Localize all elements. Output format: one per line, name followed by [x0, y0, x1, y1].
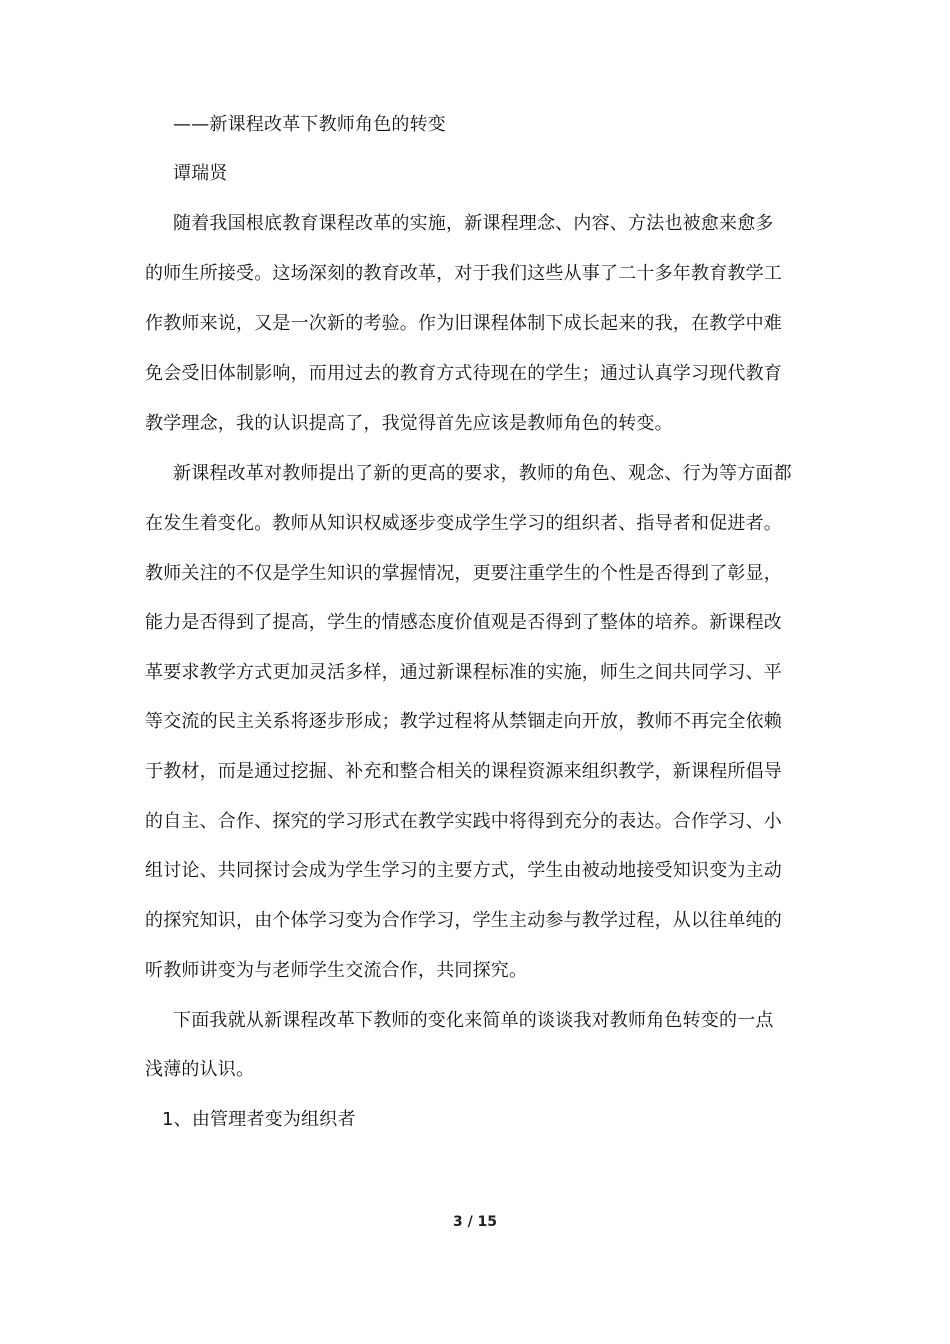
paragraph-line: 教学理念，我的认识提高了，我觉得首先应该是教师角色的转变。 — [145, 413, 673, 434]
paragraph-line: 浅薄的认识。 — [145, 1059, 255, 1080]
paragraph-line: 的自主、合作、探究的学习形式在教学实践中将得到充分的表达。合作学习、小 — [145, 811, 782, 832]
paragraph-line: 组讨论、共同探讨会成为学生学习的主要方式，学生由被动地接受知识变为主动 — [145, 860, 782, 881]
paragraph-line: 等交流的民主关系将逐步形成；教学过程将从禁锢走向开放，教师不再完全依赖 — [145, 711, 782, 732]
paragraph-line: 于教材，而是通过挖掘、补充和整合相关的课程资源来组织教学，新课程所倡导 — [145, 761, 782, 782]
author-name: 谭瑞贤 — [173, 163, 228, 184]
paragraph-line: 能力是否得到了提高，学生的情感态度价值观是否得到了整体的培养。新课程改 — [145, 612, 782, 633]
paragraph-line: 下面我就从新课程改革下教师的变化来简单的谈谈我对教师角色转变的一点 — [173, 1010, 774, 1031]
page-number: 3 / 15 — [452, 1214, 498, 1230]
paragraph-line: 革要求教学方式更加灵活多样，通过新课程标准的实施，师生之间共同学习、平 — [145, 662, 782, 683]
document-subtitle: ——新课程改革下教师角色的转变 — [173, 114, 446, 135]
paragraph-line: 听教师讲变为与老师学生交流合作，共同探究。 — [145, 960, 528, 981]
paragraph-line: 在发生着变化。教师从知识权威逐步变成学生学习的组织者、指导者和促进者。 — [145, 513, 782, 534]
paragraph-line: 新课程改革对教师提出了新的更高的要求，教师的角色、观念、行为等方面都 — [173, 463, 792, 484]
paragraph-line: 的师生所接受。这场深刻的教育改革，对于我们这些从事了二十多年教育教学工 — [145, 263, 782, 284]
section-heading: 1、由管理者变为组织者 — [162, 1109, 356, 1130]
paragraph-line: 教师关注的不仅是学生知识的掌握情况，更要注重学生的个性是否得到了彰显， — [145, 563, 782, 584]
paragraph-line: 的探究知识，由个体学习变为合作学习，学生主动参与教学过程，从以往单纯的 — [145, 910, 782, 931]
paragraph-line: 随着我国根底教育课程改革的实施，新课程理念、内容、方法也被愈来愈多 — [173, 213, 774, 234]
paragraph-line: 免会受旧体制影响，而用过去的教育方式待现在的学生；通过认真学习现代教育 — [145, 363, 782, 384]
paragraph-line: 作教师来说，又是一次新的考验。作为旧课程体制下成长起来的我，在教学中难 — [145, 313, 782, 334]
